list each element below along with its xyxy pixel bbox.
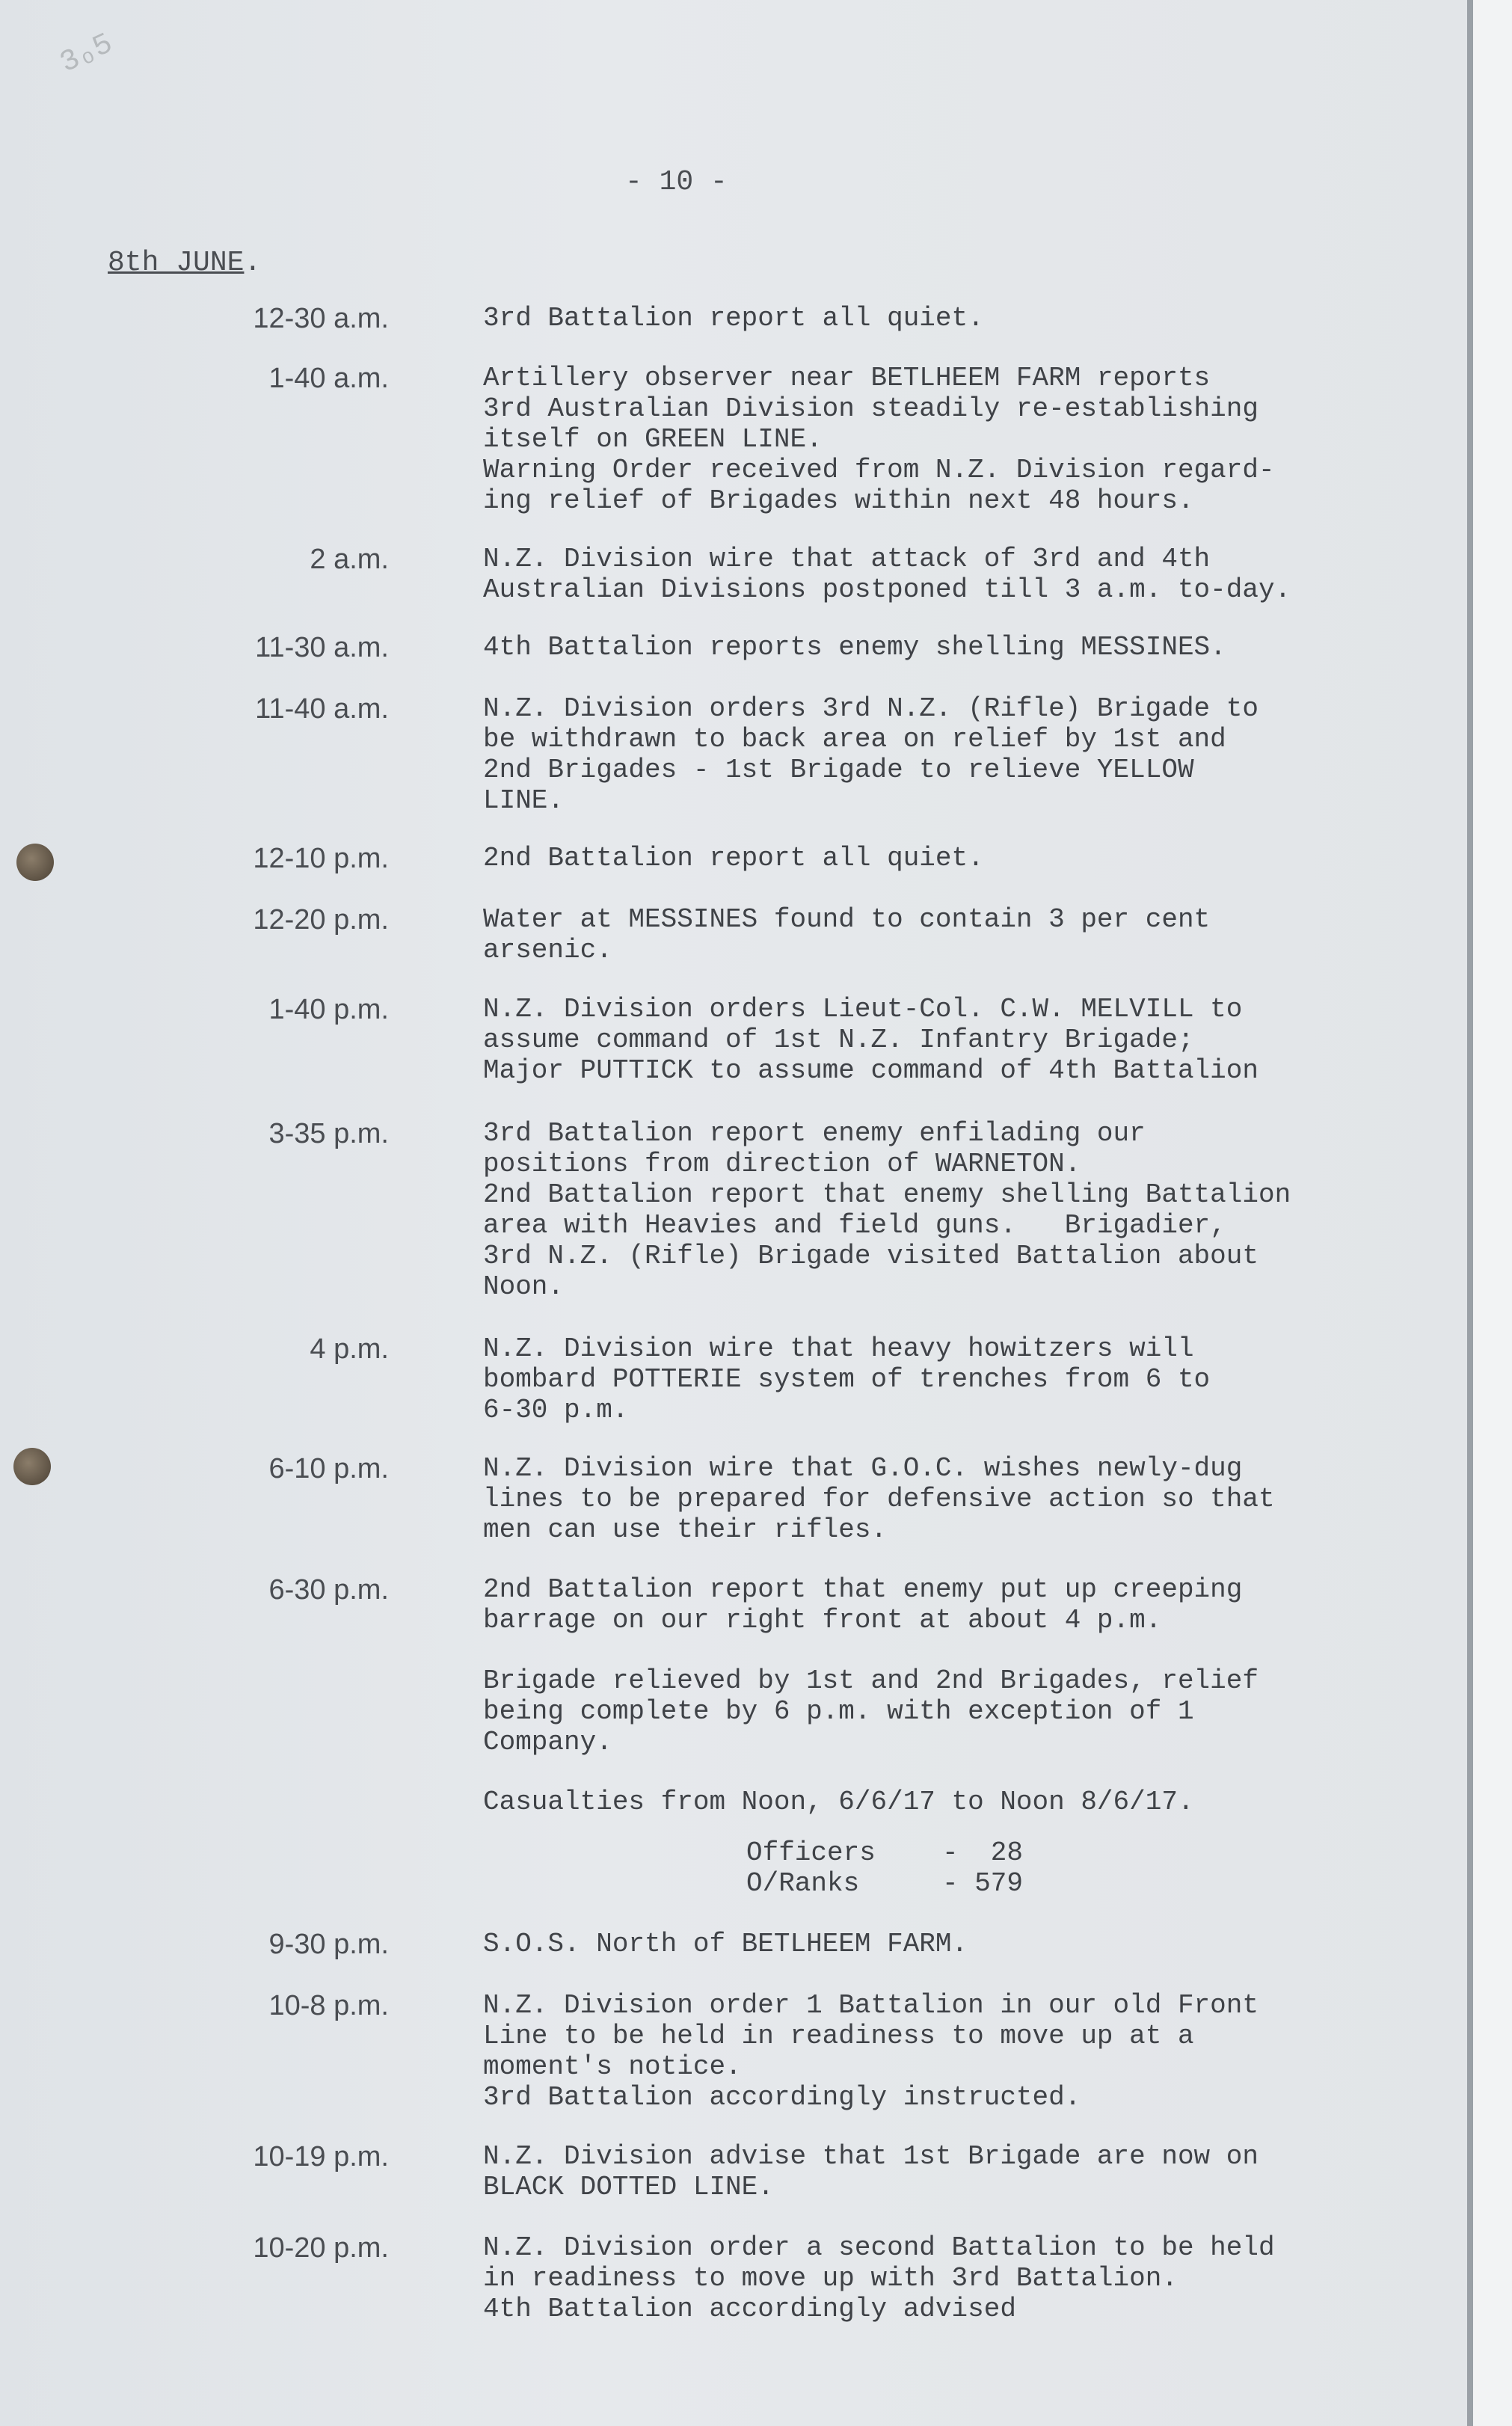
- casualty-label: Officers: [746, 1837, 876, 1868]
- entry-time: 12-30 a.m.: [253, 303, 389, 334]
- log-entry: [0, 363, 1466, 544]
- entry-text: S.O.S. North of BETLHEEM FARM.: [483, 1929, 968, 1959]
- entry-time: 9-30 p.m.: [268, 1929, 389, 1960]
- log-entry: [0, 843, 1466, 904]
- log-entry: [0, 904, 1466, 994]
- entry-time: 11-40 a.m.: [255, 693, 389, 725]
- log-entry: [0, 303, 1466, 363]
- entry-text: 3rd Battalion report enemy enfilading our positions from direction of WARNETON. 2nd Battalion report that enemy shelling Battalion area with Heavies and field guns. Brigadier, 3rd N.Z. (Rifle) Brigade visited Battalion about Noon.: [483, 1118, 1291, 1302]
- entry-time: 3-35 p.m.: [268, 1118, 389, 1149]
- entry-time: 11-30 a.m.: [255, 632, 389, 663]
- entry-time: 6-10 p.m.: [268, 1453, 389, 1484]
- entry-text: 4th Battalion reports enemy shelling MESSINES.: [483, 632, 1226, 663]
- casualty-row: [746, 1837, 1466, 1868]
- page-number: - 10 -: [625, 166, 728, 198]
- entry-text: Casualties from Noon, 6/6/17 to Noon 8/6/17.: [483, 1787, 1194, 1817]
- log-entry: [0, 544, 1466, 632]
- casualty-value: - 579: [942, 1868, 1024, 1899]
- casualty-row: [746, 1868, 1466, 1899]
- log-entry: [0, 1453, 1466, 1574]
- entry-time: 1-40 p.m.: [268, 994, 389, 1025]
- log-entry: [0, 1990, 1466, 2141]
- entry-text: 2nd Battalion report all quiet.: [483, 843, 984, 873]
- log-entry: [0, 1333, 1466, 1453]
- entry-text: N.Z. Division wire that attack of 3rd and 4th Australian Divisions postponed till 3 a.m. to-day.: [483, 544, 1291, 605]
- scan-background: [1473, 0, 1512, 2426]
- entry-time: 6-30 p.m.: [268, 1574, 389, 1606]
- entry-time: 12-20 p.m.: [253, 904, 389, 936]
- log-entry: [0, 2141, 1466, 2232]
- log-entry: [0, 1665, 1466, 1787]
- casualty-value: - 28: [942, 1837, 1024, 1868]
- casualty-label: O/Ranks: [746, 1868, 860, 1899]
- casualty-summary: [746, 1837, 1466, 1929]
- entry-time: 12-10 p.m.: [253, 843, 389, 874]
- entry-time: 4 p.m.: [310, 1333, 389, 1365]
- entry-time: 10-8 p.m.: [268, 1990, 389, 2021]
- log-entry: [0, 1118, 1466, 1333]
- entry-time: 1-40 a.m.: [268, 363, 389, 394]
- log-entry: [0, 994, 1466, 1118]
- entry-text: N.Z. Division order 1 Battalion in our old Front Line to be held in readiness to move up at a moment's notice. 3rd Battalion accordingly instructed.: [483, 1990, 1259, 2113]
- entry-text: Water at MESSINES found to contain 3 per cent arsenic.: [483, 904, 1211, 965]
- entry-text: N.Z. Division orders 3rd N.Z. (Rifle) Brigade to be withdrawn to back area on relief by 1st and 2nd Brigades - 1st Brigade to relieve YELLOW LINE.: [483, 693, 1259, 816]
- date-heading: 8th JUNE.: [108, 247, 262, 279]
- entry-time: 10-20 p.m.: [253, 2232, 389, 2264]
- log-entry: [0, 1787, 1466, 1837]
- date-heading-text: 8th JUNE: [108, 247, 245, 279]
- log-entry: [0, 2232, 1466, 2330]
- entry-time: 2 a.m.: [310, 544, 389, 575]
- log-entry: [0, 693, 1466, 843]
- entry-time: 10-19 p.m.: [253, 2141, 389, 2172]
- entry-text: N.Z. Division wire that heavy howitzers will bombard POTTERIE system of trenches from 6 to 6-30 p.m.: [483, 1333, 1211, 1425]
- entry-text: Artillery observer near BETLHEEM FARM reports 3rd Australian Division steadily re-establishing itself on GREEN LINE. Warning Order received from N.Z. Division regard- ing relief of Brigades within next 48 hours.: [483, 363, 1275, 516]
- entry-text: N.Z. Division orders Lieut-Col. C.W. MELVILL to assume command of 1st N.Z. Infantry Brigade; Major PUTTICK to assume command of 4th Battalion: [483, 994, 1259, 1086]
- log-entry: [0, 1929, 1466, 1990]
- entry-text: N.Z. Division wire that G.O.C. wishes newly-dug lines to be prepared for defensive action so that men can use their rifles.: [483, 1453, 1275, 1545]
- margin-mark: 3ₒ5: [55, 27, 119, 82]
- entry-text: Brigade relieved by 1st and 2nd Brigades, relief being complete by 6 p.m. with exception of 1 Company.: [483, 1665, 1259, 1757]
- entry-text: N.Z. Division order a second Battalion to be held in readiness to move up with 3rd Battalion. 4th Battalion accordingly advised: [483, 2232, 1275, 2324]
- entry-text: 2nd Battalion report that enemy put up creeping barrage on our right front at about 4 p.m.: [483, 1574, 1243, 1636]
- entry-text: 3rd Battalion report all quiet.: [483, 303, 984, 334]
- entry-text: N.Z. Division advise that 1st Brigade are now on BLACK DOTTED LINE.: [483, 2141, 1259, 2202]
- log-entry: [0, 1574, 1466, 1665]
- log-entry: [0, 632, 1466, 693]
- log-entries: [0, 303, 1466, 2330]
- page-edge: [1467, 0, 1473, 2426]
